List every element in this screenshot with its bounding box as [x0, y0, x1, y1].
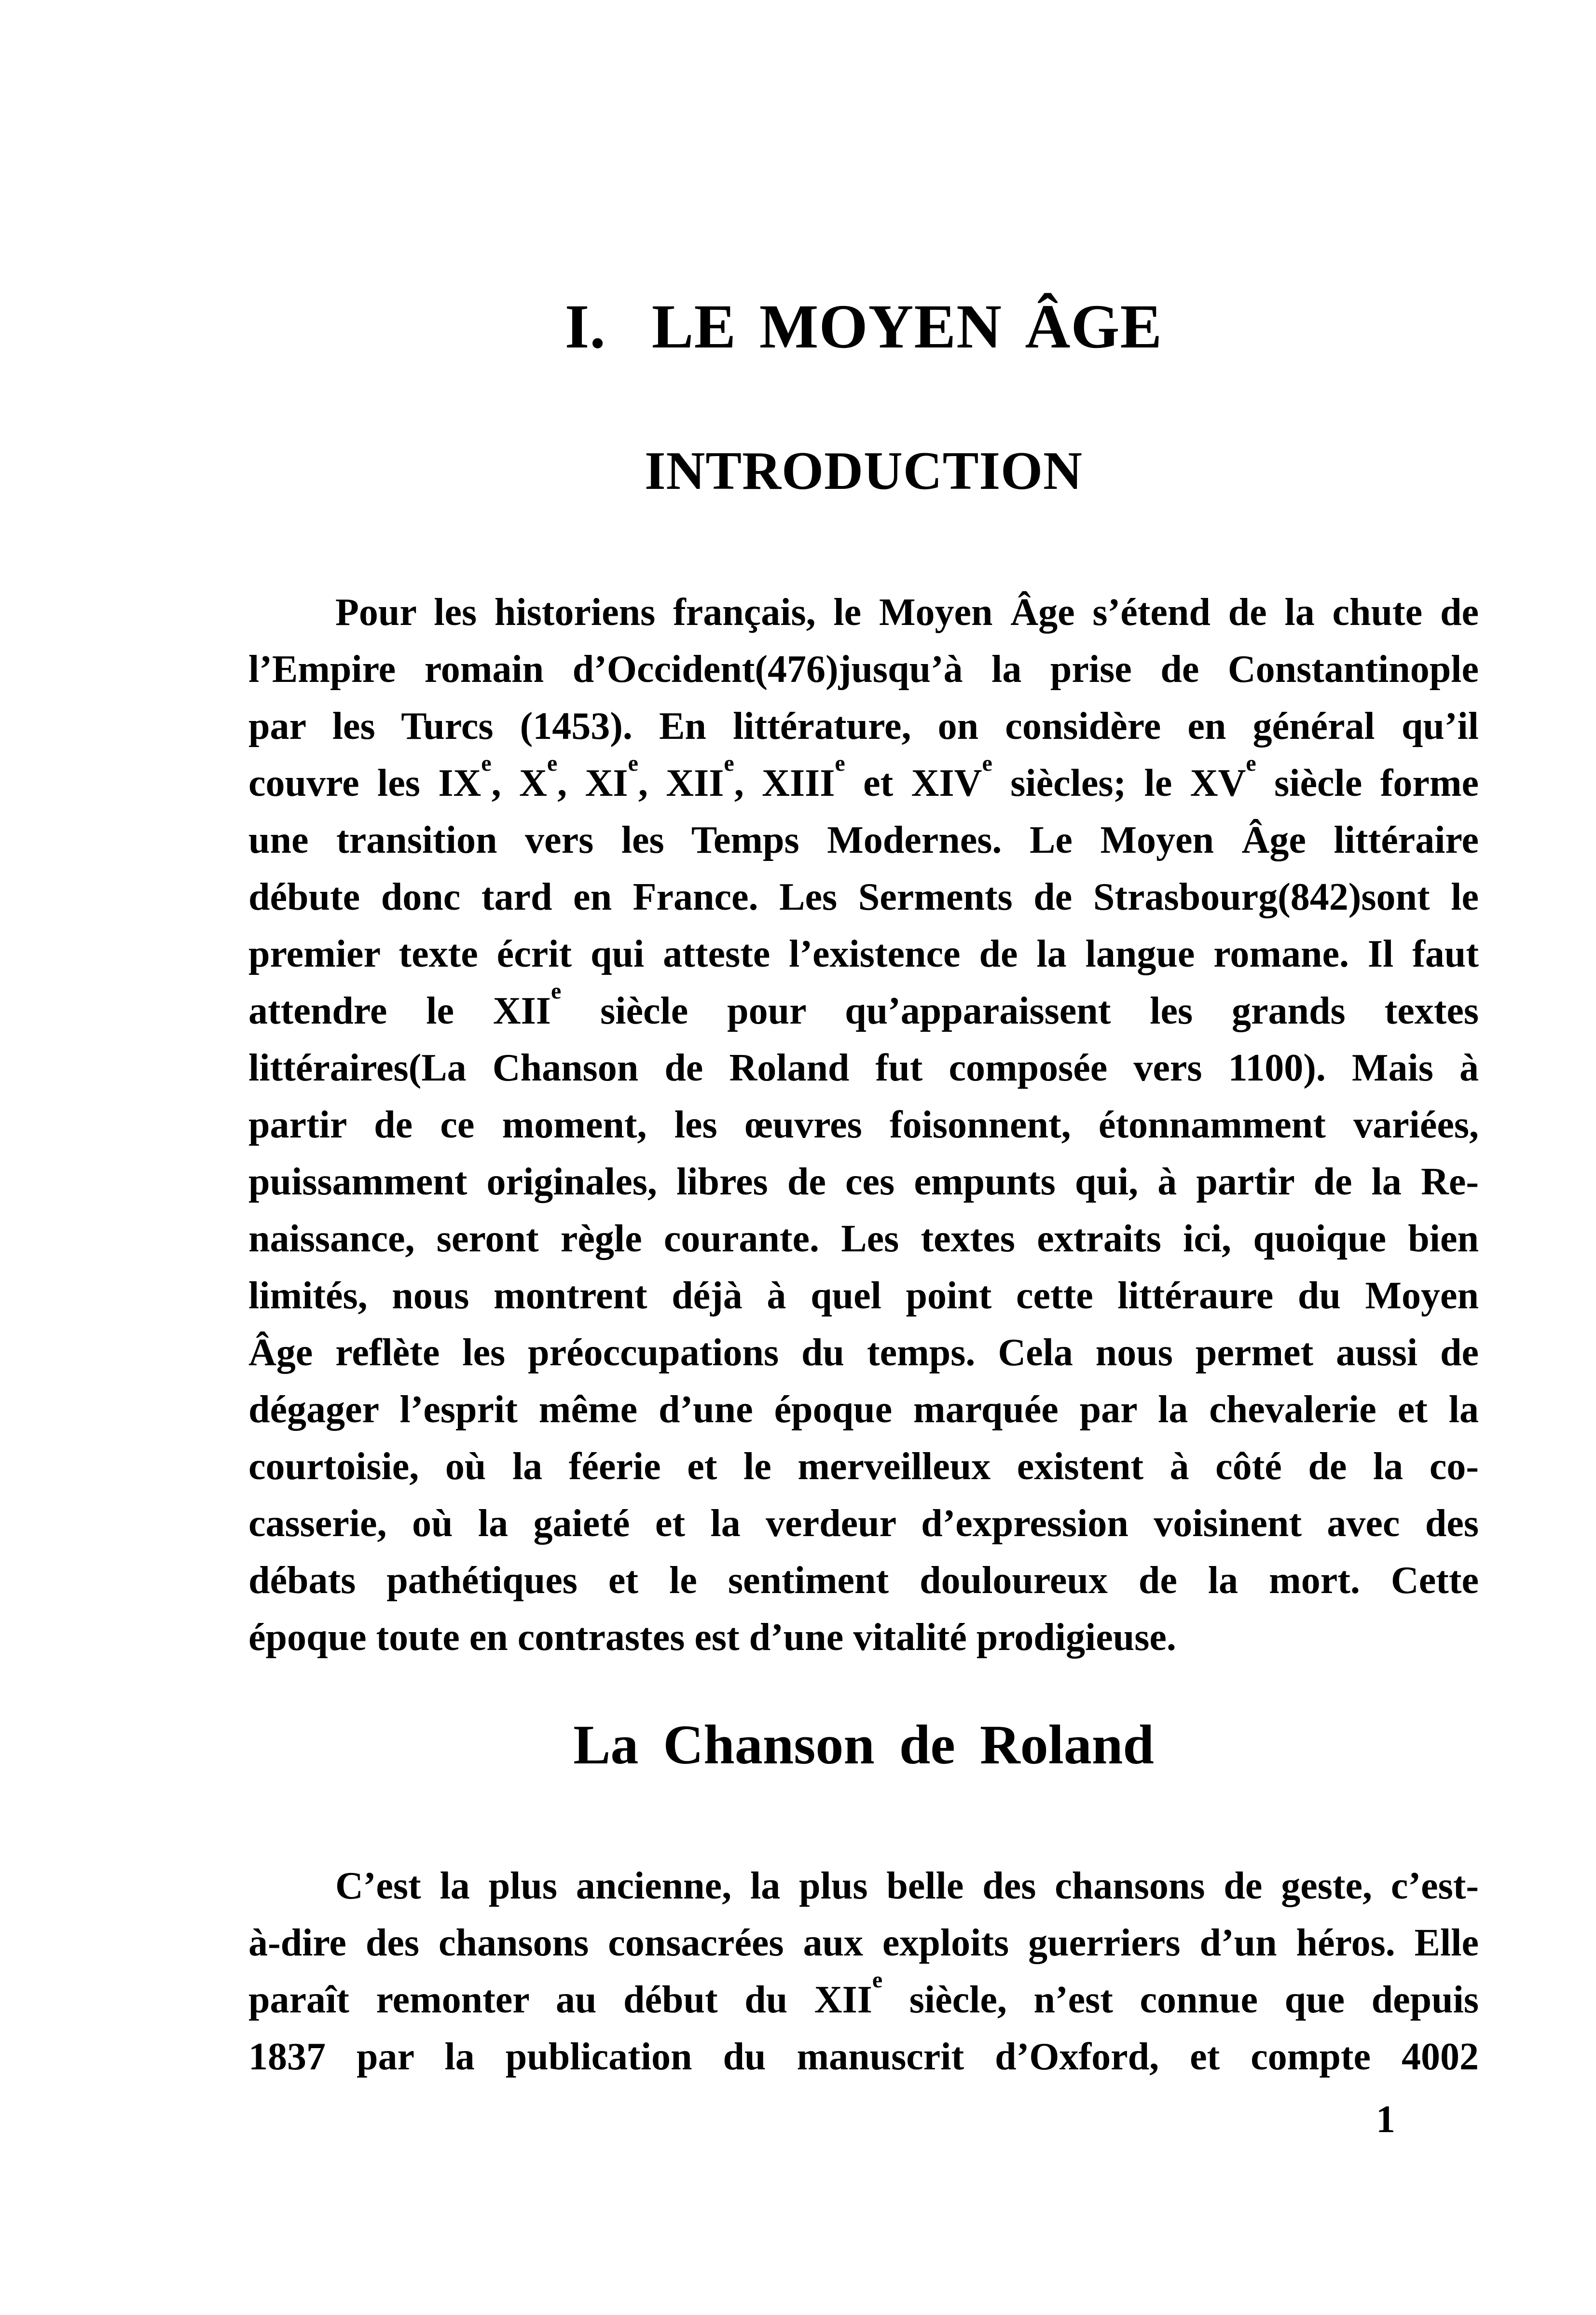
- body-line: dégager l’esprit même d’une époque marquée par la chevalerie et la: [248, 1388, 1479, 1431]
- body-line: l’Empire romain d’Occident(476)jusqu’à la prise de Constantinople: [248, 648, 1479, 691]
- body-line: une transition vers les Temps Modernes. Le Moyen Âge littéraire: [248, 819, 1479, 861]
- chanson-de-roland-paragraph: [248, 1858, 1479, 2085]
- body-line: partir de ce moment, les œuvres foisonnent, étonnamment variées,: [248, 1104, 1479, 1146]
- introduction-heading: INTRODUCTION: [644, 441, 1083, 501]
- body-line: époque toute en contrastes est d’une vitalité prodigieuse.: [248, 1616, 1176, 1659]
- body-line: premier texte écrit qui atteste l’existence de la langue romane. Il faut: [248, 933, 1479, 975]
- chapter-title: I. LE MOYEN ÂGE: [564, 292, 1163, 361]
- body-line: à-dire des chansons consacrées aux exploits guerriers d’un héros. Elle: [248, 1922, 1479, 1964]
- body-line: couvre les IXe, Xe, XIe, XIIe, XIIIe et XIVe siècles; le XVe siècle forme: [248, 750, 1479, 804]
- body-line: limités, nous montrent déjà à quel point cette littéraure du Moyen: [248, 1275, 1479, 1317]
- body-line: Âge reflète les préoccupations du temps. Cela nous permet aussi de: [248, 1331, 1479, 1374]
- body-line: Pour les historiens français, le Moyen Âge s’étend de la chute de: [335, 591, 1479, 634]
- body-line: débute donc tard en France. Les Serments de Strasbourg(842)sont le: [248, 876, 1479, 918]
- body-line: C’est la plus ancienne, la plus belle des chansons de geste, c’est-: [335, 1865, 1479, 1907]
- body-line: naissance, seront règle courante. Les textes extraits ici, quoique bien: [248, 1218, 1479, 1260]
- body-line: paraît remonter au début du XIIe siècle, n’est connue que depuis: [248, 1967, 1479, 2021]
- body-line: puissamment originales, libres de ces empunts qui, à partir de la Re-: [248, 1161, 1479, 1203]
- section-heading-chanson-de-roland: La Chanson de Roland: [573, 1714, 1154, 1776]
- page-number: 1: [1376, 2098, 1395, 2141]
- body-line: débats pathétiques et le sentiment douloureux de la mort. Cette: [248, 1559, 1479, 1602]
- body-line: littéraires(La Chanson de Roland fut composée vers 1100). Mais à: [248, 1047, 1479, 1089]
- body-line: par les Turcs (1453). En littérature, on considère en général qu’il: [248, 705, 1479, 748]
- body-line: 1837 par la publication du manuscrit d’Oxford, et compte 4002: [248, 2036, 1479, 2078]
- body-line: attendre le XIIe siècle pour qu’apparaissent les grands textes: [248, 978, 1479, 1032]
- body-line: courtoisie, où la féerie et le merveilleux existent à côté de la co-: [248, 1445, 1479, 1488]
- introduction-paragraph: [248, 584, 1479, 1666]
- body-line: casserie, où la gaieté et la verdeur d’expression voisinent avec des: [248, 1502, 1479, 1545]
